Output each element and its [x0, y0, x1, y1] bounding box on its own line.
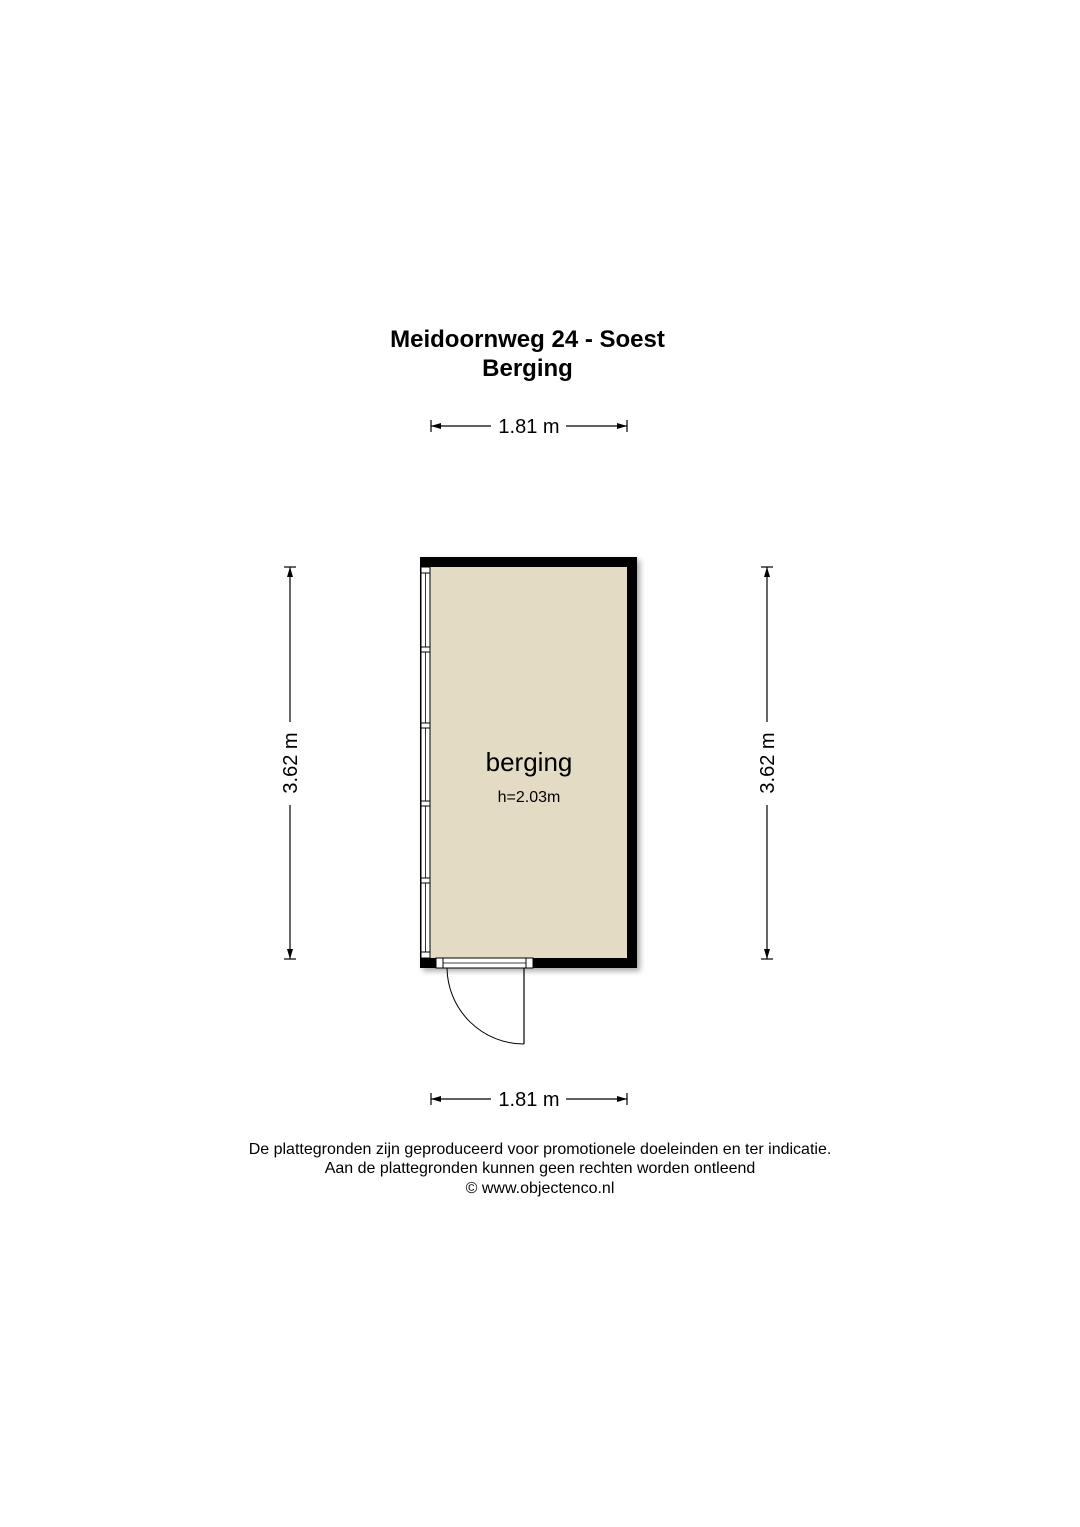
disclaimer-line-1: De plattegronden zijn geproduceerd voor promotionele doeleinden en ter indicatie.	[248, 1141, 832, 1158]
wall-right	[627, 557, 637, 968]
door-swing-arc	[447, 968, 524, 1044]
window-wall-left	[421, 567, 430, 958]
dimension-top	[431, 416, 627, 438]
wall-bottom-right	[526, 958, 637, 968]
disclaimer-line-2: Aan de plattegronden kunnen geen rechten worden ontleend	[324, 1160, 756, 1177]
plan-title-address: Meidoornweg 24 - Soest	[390, 326, 665, 353]
dimension-right	[757, 567, 779, 959]
plan-title-level: Berging	[482, 355, 573, 382]
wall-top	[420, 557, 637, 567]
room-name-label: berging	[485, 747, 573, 777]
copyright-line: © www.objectenco.nl	[465, 1180, 615, 1197]
dimension-top-label: 1.81 m	[498, 416, 560, 438]
dimension-right-label: 3.62 m	[757, 732, 779, 794]
dimension-bottom-label: 1.81 m	[498, 1089, 560, 1111]
dimension-left	[280, 567, 302, 959]
dimension-bottom	[431, 1089, 627, 1111]
room-height-label: h=2.03m	[497, 789, 561, 806]
dimension-left-label: 3.62 m	[280, 732, 302, 794]
door	[436, 958, 533, 1044]
